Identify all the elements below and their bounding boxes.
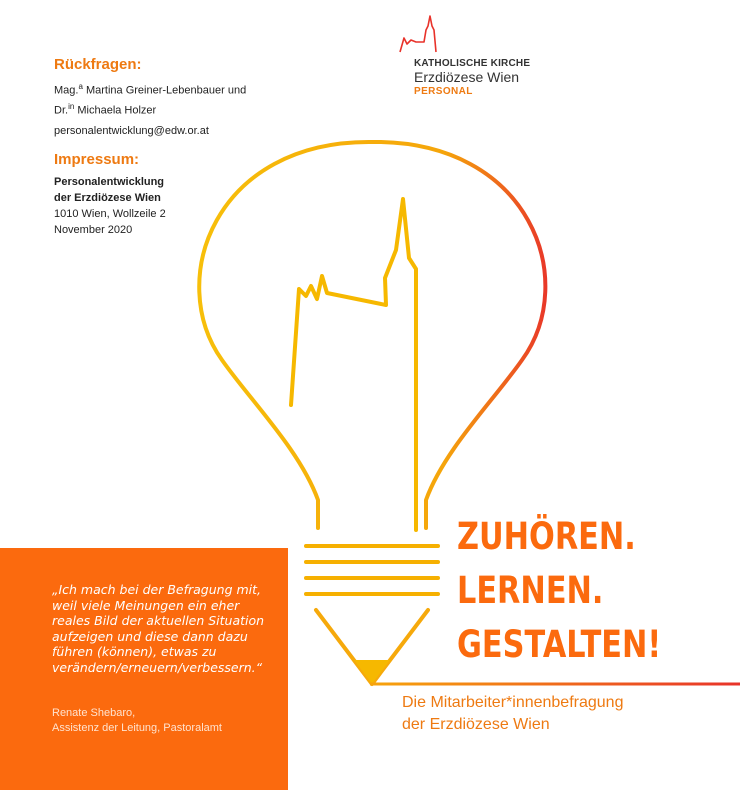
subtitle-line-2: der Erzdiözese Wien xyxy=(402,716,550,733)
quote-role: Assistenz der Leitung, Pastoralamt xyxy=(52,722,222,734)
headline xyxy=(457,510,687,672)
impressum-org-line-1: Personalentwicklung xyxy=(54,176,165,189)
subtitle xyxy=(402,692,732,736)
impressum-date: November 2020 xyxy=(54,224,133,237)
logo-line-3: PERSONAL xyxy=(414,86,473,97)
headline-line-1: ZUHÖREN. xyxy=(457,515,636,558)
subtitle-line-1: Die Mitarbeiter*innenbefragung xyxy=(402,694,624,711)
headline-line-2: LERNEN. xyxy=(457,569,604,612)
impressum-address: 1010 Wien, Wollzeile 2 xyxy=(54,208,166,221)
impressum-org-line-2: der Erzdiözese Wien xyxy=(54,192,161,205)
contact-person-2: Dr.$^{in}$ Michaela Holzer xyxy=(54,101,157,117)
contact-person-1: Mag.$^a$ Martina Greiner-Lebenbauer und xyxy=(54,82,247,97)
contact-email[interactable]: personalentwicklung@edw.or.at xyxy=(54,125,209,138)
quote-author-block xyxy=(52,706,280,736)
headline-line-3: GESTALTEN! xyxy=(457,623,662,666)
quote-text: „Ich mach bei der Befragung mit, weil viele Meinungen ein eher reales Bild der aktuellen Situation aufzeigen und diese dann dazu führen (können), etwas zu verändern/erneuern/verbessern.“ xyxy=(52,582,265,675)
quote-author: Renate Shebaro, xyxy=(52,707,136,719)
contact-title: Rückfragen: xyxy=(54,56,142,73)
logo-line-1: KATHOLISCHE KIRCHE xyxy=(414,58,531,69)
logo-line-2: Erzdiözese Wien xyxy=(414,69,520,85)
impressum-title: Impressum: xyxy=(54,151,140,169)
